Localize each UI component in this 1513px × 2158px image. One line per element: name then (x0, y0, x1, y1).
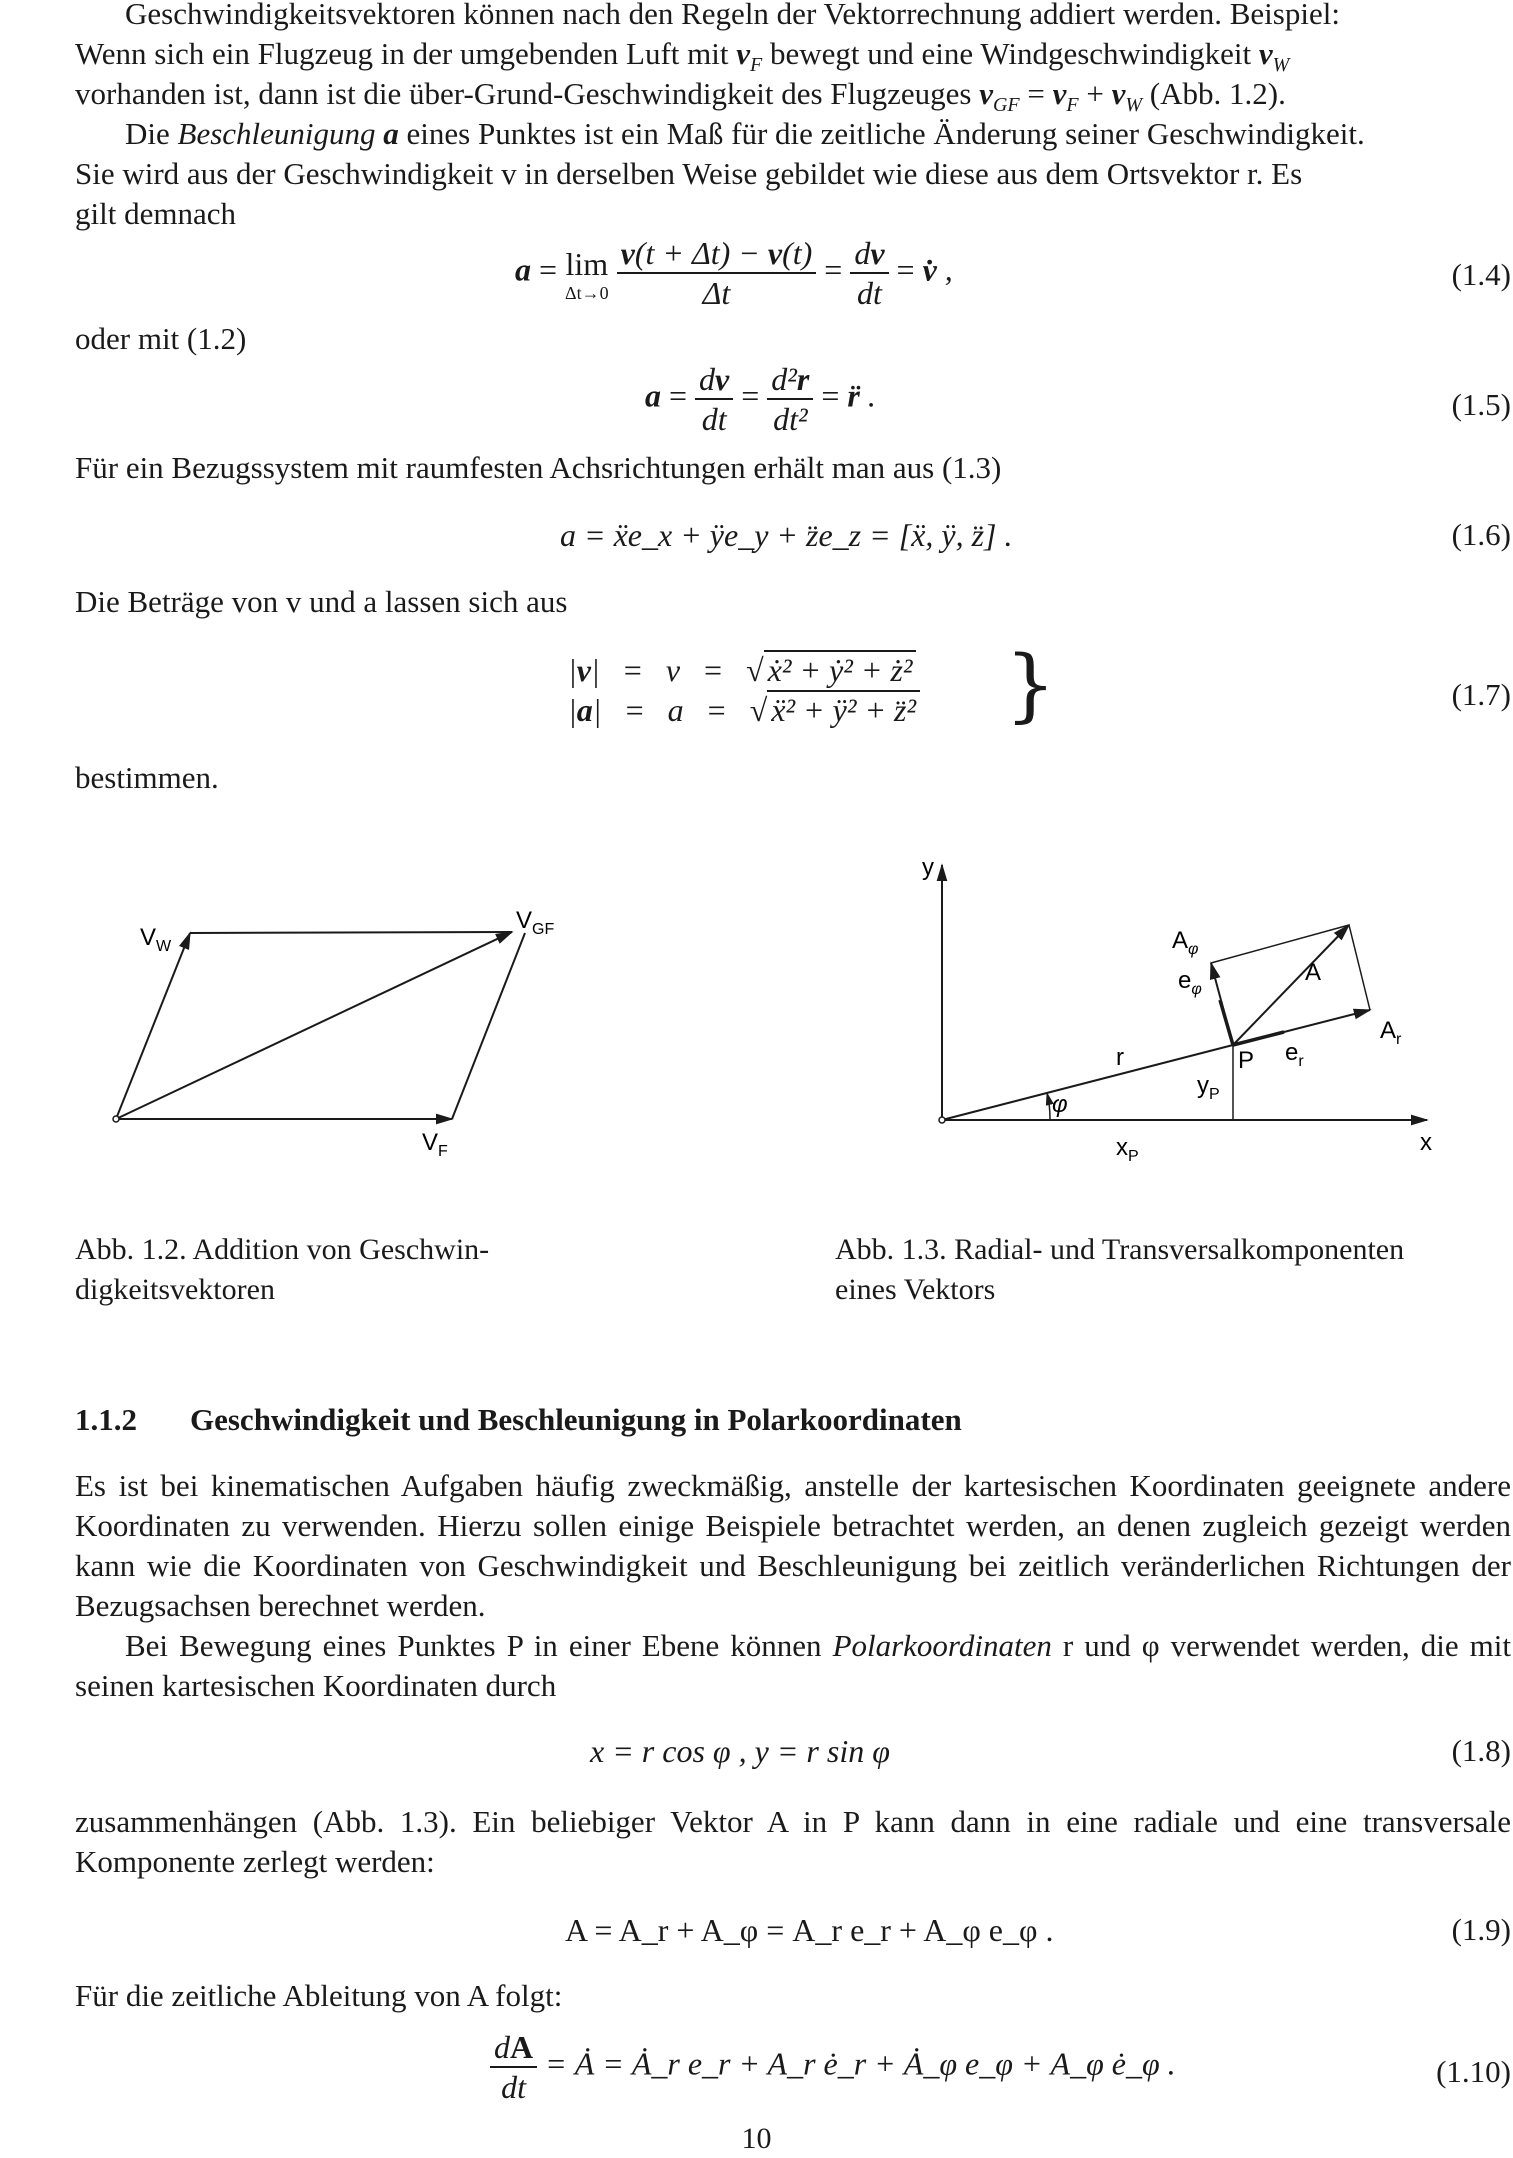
construction-line (1349, 925, 1370, 1010)
label-ar: $A_r$ (1380, 1017, 1402, 1048)
text-line: Für ein Bezugssystem mit raumfesten Achsrichtungen erhält man aus (1.3) (75, 450, 1002, 485)
label-yp: $y_P$ (1197, 1072, 1220, 1103)
equation-1-6: a = ẍe_x + ÿe_y + z̈e_z = [ẍ, ÿ, z̈] . (560, 517, 1013, 553)
angle-arc (1047, 1093, 1050, 1120)
construction-line (1211, 925, 1349, 963)
equation-1-10: $\frac{dA}{dt}$ = Ȧ = Ȧ_r e_r + A_r ė_r + Ȧ_φ e_φ + A_φ ė_φ . (490, 2028, 1176, 2106)
text-line: gilt demnach (75, 196, 236, 231)
paragraph: zusammenhängen (Abb. 1.3). Ein beliebiger Vektor A in P kann dann in eine radiale und eine transversale Komponente zerlegt werden: (75, 1804, 1511, 1879)
unit-vector-ephi (1220, 1000, 1233, 1045)
parallelogram-edge (452, 933, 525, 1119)
equation-label: (1.7) (1451, 677, 1511, 712)
label-vgf: $V_{GF}$ (516, 907, 555, 938)
text-line: bestimmen. (75, 760, 219, 795)
text-line: Die Beschleunigung a eines Punktes ist ein Maß für die zeitliche Änderung seiner Geschwindigkeit. (125, 116, 1365, 151)
page-number: 10 (741, 2122, 772, 2155)
equation-label: (1.4) (1451, 257, 1511, 292)
equation-label: (1.8) (1451, 1733, 1511, 1768)
label-p: P (1238, 1047, 1255, 1074)
label-x: x (1420, 1129, 1432, 1156)
label-aphi: $A_\varphi$ (1172, 927, 1199, 958)
label-er: $e_r$ (1285, 1039, 1304, 1070)
figure-1-3 (900, 850, 1460, 1170)
equation-label: (1.5) (1451, 387, 1511, 422)
vector-a (1233, 925, 1349, 1045)
equation-1-9: A = A_r + A_φ = A_r e_r + A_φ e_φ . (565, 1912, 1054, 1948)
label-r: r (1116, 1044, 1124, 1071)
section-heading: 1.1.2 Geschwindigkeit und Beschleunigung in Polarkoordinaten (75, 1402, 962, 1437)
equation-1-5: a = $\frac{dv}{dt}$ = $\frac{\text{d²r}}{\text{dt²}}$ = r̈ . (645, 361, 876, 437)
text-line: Sie wird aus der Geschwindigkeit v in derselben Weise gebildet wie diese aus dem Ortsvektor r. Es (75, 156, 1303, 191)
text-line: Für die zeitliche Ableitung von A folgt: (75, 1978, 563, 2013)
label-vf: $V_F$ (422, 1129, 448, 1160)
label-a: A (1305, 959, 1322, 986)
figure-1-2 (100, 900, 580, 1170)
paragraph: Bei Bewegung eines Punktes P in einer Ebene können Polarkoordinaten r und φ verwendet werden, die mit seinen kartesischen Koordinaten durch (75, 1628, 1511, 1703)
text-line: Geschwindigkeitsvektoren können nach den Regeln der Vektorrechnung addiert werden. Beispiel: (125, 0, 1340, 31)
equation-1-7: |v| = v = √ ẋ² + ẏ² + ż² |a| = a = √ ẍ² + ÿ² + z̈² (568, 650, 920, 730)
caption-figure-1-3: Abb. 1.3. Radial- und Transversalkomponenten eines Vektors (835, 1233, 1405, 1306)
text-line: Wenn sich ein Flugzeug in der umgebenden Luft mit $v_F$ bewegt und eine Windgeschwindigkeit $v_W$ (75, 36, 1290, 77)
text-line: vorhanden ist, dann ist die über-Grund-Geschwindigkeit des Flugzeuges $v_{GF} = v_F + v_W$ (Abb. 1.2). (75, 76, 1286, 117)
label-xp: $x_P$ (1116, 1134, 1139, 1165)
vector-vw (116, 933, 190, 1119)
parallelogram-edge (190, 932, 512, 933)
equation-1-4: a = lim Δt→0 $\frac{v(t + \Delta t) - v(t)}{\Delta t}$ = $\frac{dv}{dt}$ = v̇ , (515, 235, 953, 311)
caption-figure-1-2: Abb. 1.2. Addition von Geschwin- digkeitsvektoren (75, 1233, 490, 1306)
paragraph: Es ist bei kinematischen Aufgaben häufig zweckmäßig, anstelle der kartesischen Koordinaten geeignete andere Koordinaten zu verwenden. Hierzu sollen einige Beispiele betrachtet werden, an denen zugleich gezeigt werden kann wie die Koordinaten von Geschwindigkeit und Beschleunigung bei zeitlich veränderlichen Richtungen der Bezugsachsen berechnet werden. (75, 1468, 1511, 1623)
text-line: Die Beträge von v und a lassen sich aus (75, 584, 568, 619)
radius-r (942, 1045, 1233, 1120)
label-y: y (922, 854, 934, 881)
equation-1-8: x = r cos φ , y = r sin φ (590, 1733, 890, 1769)
text-line: oder mit (1.2) (75, 321, 247, 356)
equation-label: (1.6) (1451, 517, 1511, 552)
label-vw: $V_W$ (140, 924, 172, 955)
label-phi: φ (1052, 1091, 1068, 1118)
equation-label: (1.10) (1436, 2054, 1511, 2089)
vector-vgf (116, 932, 512, 1119)
label-ephi: $e_\varphi$ (1178, 967, 1202, 998)
equation-label: (1.9) (1451, 1912, 1511, 1947)
brace: } (1005, 638, 1056, 731)
